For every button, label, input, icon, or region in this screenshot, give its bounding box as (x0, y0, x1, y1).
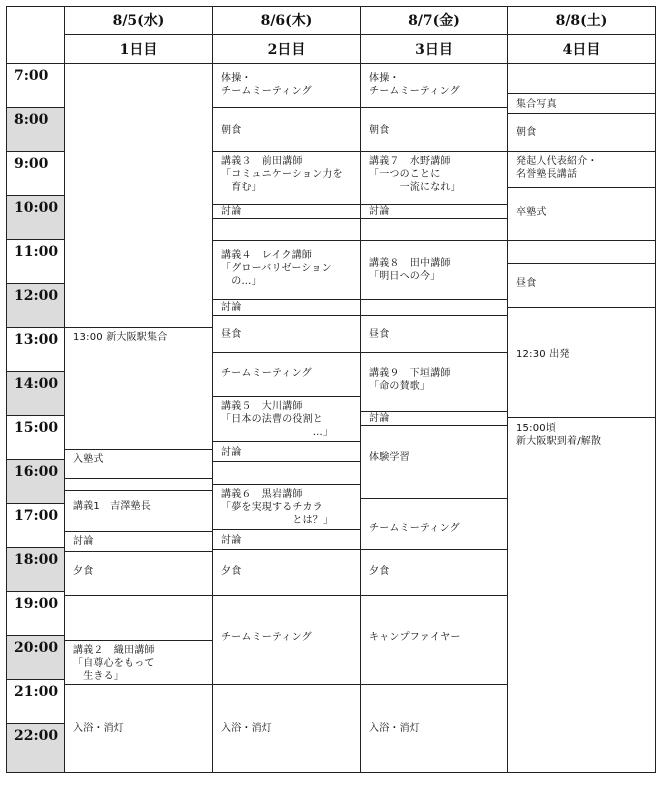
time-slot: 16:00 (6, 460, 65, 504)
time-slot: 12:00 (6, 284, 65, 328)
time-slot: 20:00 (6, 636, 65, 680)
day2-dinner: 夕食 (213, 550, 361, 596)
time-slot: 8:00 (6, 108, 65, 152)
day3-discuss2: 討論 (361, 412, 508, 426)
day2-lecture6: 講義６ 黒岩講師 「夢を実現するチカラ とは？」 (213, 485, 361, 530)
time-slot: 18:00 (6, 548, 65, 592)
day2-meeting2: チームミーティング (213, 596, 361, 685)
day1-empty (65, 64, 213, 328)
day1-meet: 13:00 新大阪駅集合 (65, 328, 213, 450)
day-label-4: 4日目 (508, 35, 656, 64)
day3-exercise: 体操・ チームミーティング (361, 64, 508, 108)
schedule-table (6, 6, 656, 773)
time-slot: 14:00 (6, 372, 65, 416)
day2-discuss2: 討論 (213, 300, 361, 316)
date-day1: 8/5(水) (65, 6, 213, 35)
day3-gap (361, 219, 508, 241)
day2-lecture5: 講義５ 大川講師 「日本の法曹の役割と …」 (213, 397, 361, 442)
day2-lecture4: 講義４ レイク講師 「グローバリゼーション の…」 (213, 241, 361, 300)
day2-gap (213, 219, 361, 241)
day2-gap2 (213, 462, 361, 485)
day4-empty (508, 64, 656, 94)
day4-arrive: 15:00頃 新大阪駅到着/解散 (508, 418, 656, 773)
corner-cell (6, 6, 65, 64)
day3-experience: 体験学習 (361, 426, 508, 499)
date-day3: 8/7(金) (361, 6, 508, 35)
time-slot: 13:00 (6, 328, 65, 372)
time-slot: 9:00 (6, 152, 65, 196)
day3-lecture8: 講義８ 田中講師 「明日への今」 (361, 241, 508, 300)
day3-breakfast: 朝食 (361, 108, 508, 152)
day3-gap2 (361, 300, 508, 316)
time-slot: 22:00 (6, 724, 65, 773)
day2-bath: 入浴・消灯 (213, 685, 361, 773)
day4-lunch: 昼食 (508, 264, 656, 308)
day1-bath: 入浴・消灯 (65, 685, 213, 773)
day3-lecture7: 講義７ 水野講師 「一つのことに 一流になれ」 (361, 152, 508, 205)
day2-lunch: 昼食 (213, 316, 361, 353)
day4-photo: 集合写真 (508, 94, 656, 114)
time-slot: 7:00 (6, 64, 65, 108)
day1-lecture2: 講義２ 織田講師 「自尊心をもって 生きる」 (65, 641, 213, 685)
day1-entry: 入塾式 (65, 450, 213, 479)
day3-discuss1: 討論 (361, 205, 508, 219)
day1-dinner: 夕食 (65, 552, 213, 596)
time-slot: 17:00 (6, 504, 65, 548)
day2-meeting: チームミーティング (213, 353, 361, 397)
day3-bath: 入浴・消灯 (361, 685, 508, 773)
day3-meeting: チームミーティング (361, 499, 508, 550)
day2-discuss1: 討論 (213, 205, 361, 219)
day1-discuss: 討論 (65, 532, 213, 552)
day2-discuss4: 討論 (213, 530, 361, 550)
day-label-2: 2日目 (213, 35, 361, 64)
day2-breakfast: 朝食 (213, 108, 361, 152)
date-day2: 8/6(木) (213, 6, 361, 35)
day3-dinner: 夕食 (361, 550, 508, 596)
day3-campfire: キャンプファイヤー (361, 596, 508, 685)
time-slot: 19:00 (6, 592, 65, 636)
day1-lecture1: 講義1 吉澤塾長 (65, 491, 213, 532)
day4-breakfast: 朝食 (508, 114, 656, 152)
day1-gap (65, 479, 213, 491)
day4-speech: 発起人代表紹介・ 名誉塾長講話 (508, 152, 656, 188)
day3-lunch: 昼食 (361, 316, 508, 353)
day2-exercise: 体操・ チームミーティング (213, 64, 361, 108)
day1-gap2 (65, 596, 213, 641)
time-slot: 10:00 (6, 196, 65, 240)
day4-depart: 12:30 出発 (508, 308, 656, 418)
time-slot: 15:00 (6, 416, 65, 460)
day-label-3: 3日目 (361, 35, 508, 64)
day4-graduation: 卒塾式 (508, 188, 656, 241)
time-slot: 21:00 (6, 680, 65, 724)
day-label-1: 1日目 (65, 35, 213, 64)
day3-lecture9: 講義９ 下垣講師 「命の賛歌」 (361, 353, 508, 412)
day2-discuss3: 討論 (213, 442, 361, 462)
date-day4: 8/8(土) (508, 6, 656, 35)
day2-lecture3: 講義３ 前田講師 「コミュニケーション力を 育む」 (213, 152, 361, 205)
time-slot: 11:00 (6, 240, 65, 284)
day4-gap (508, 241, 656, 264)
